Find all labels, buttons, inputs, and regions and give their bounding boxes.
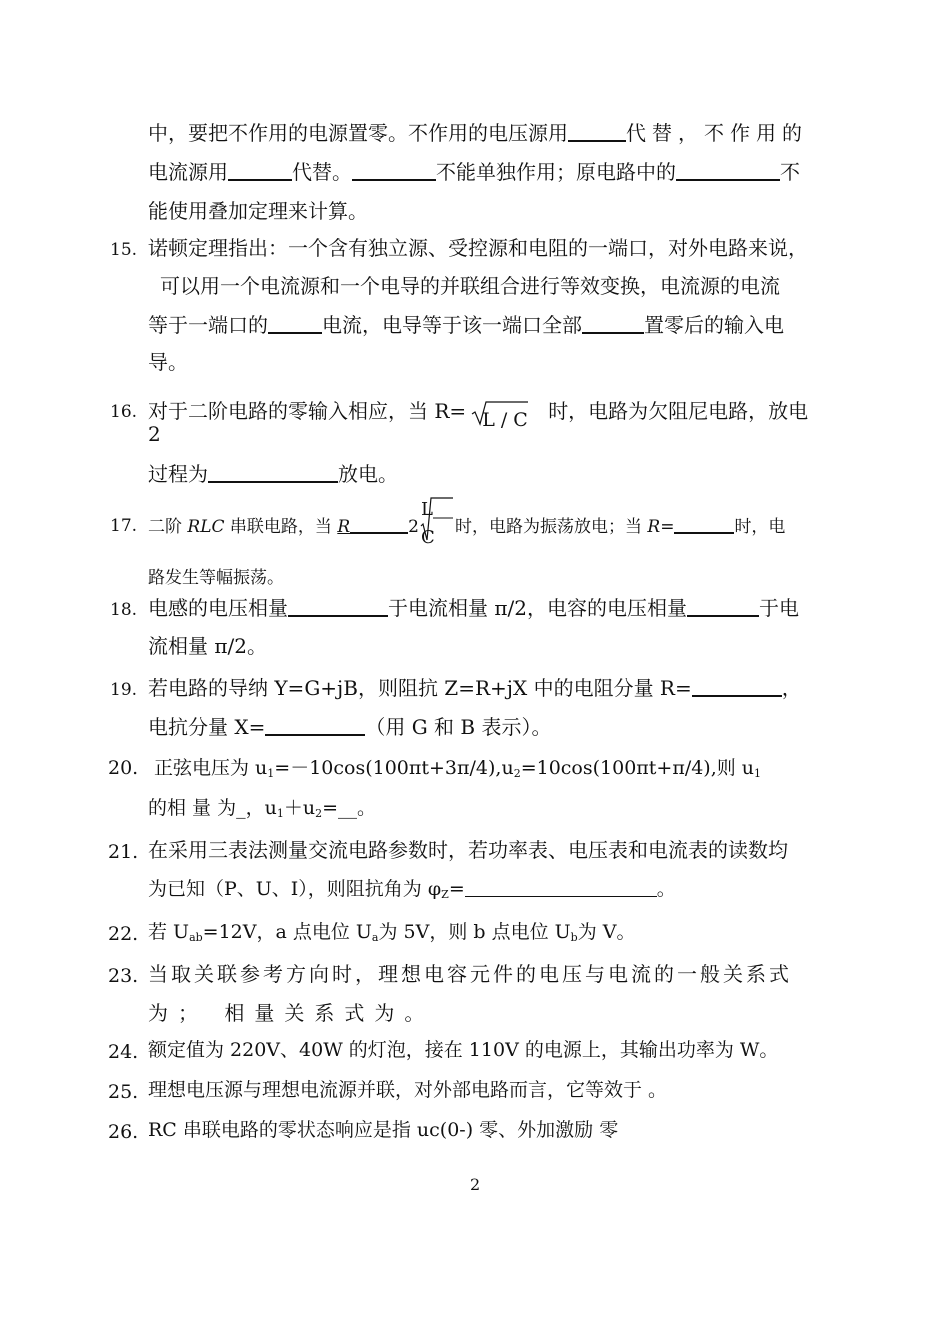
q20-line2: 的相 量 为_，$u_1+u_2=\_\_$。 [148,797,376,820]
q18-blank1[interactable] [288,597,388,617]
q24-number: 24. [108,1041,139,1063]
q18-line2: 流相量 π/2。 [148,634,267,658]
q17-number: 17. [110,516,138,536]
q15-blank1[interactable] [268,314,322,334]
q22-line1: 若 $U_{ab}=12V$，a 点电位 $U_a$为 5V，则 b 点电位 $U_b$为 V。 [148,921,636,944]
q15-line1: 诺顿定理指出：一个含有独立源、受控源和电阻的一端口，对外电路来说， [148,236,808,260]
q20-line1: 正弦电压为 $u_1=-10\cos(100\pi t+3\pi/4),u_2=10\cos(100\pi t+\pi/4)$,则 $u_1$ [154,757,762,780]
q16-sqrt-formula: L / C [466,398,548,418]
q17-blank1[interactable] [350,518,408,534]
q19-line1: 若电路的导纳 Y=G+jB，则阻抗 Z=R+jX 中的电阻分量 R= ， [148,676,802,700]
q23-line1: 当取关联参考方向时，理想电容元件的电压与电流的一般关系式 [148,962,792,986]
q15-blank2[interactable] [582,314,644,334]
q25-number: 25. [108,1081,139,1103]
q19-blank1[interactable] [692,677,782,697]
q25-line1: 理想电压源与理想电流源并联，对外部电路而言，它等效于 。 [148,1079,668,1101]
q14-blank2[interactable] [228,161,292,181]
q16-blank1[interactable] [208,463,338,483]
q16-coefficient: 2 [148,422,161,446]
q23-number: 23. [108,965,139,987]
page-number: 2 [470,1175,481,1194]
q17-sqrt-fraction: L C [419,514,455,532]
q24-line1: 额定值为 220V、40W 的灯泡，接在 110V 的电源上，其输出功率为 W。 [148,1039,779,1061]
q18-number: 18. [110,600,138,620]
q26-number: 26. [108,1121,139,1143]
q18-blank2[interactable] [687,597,759,617]
q15-line4: 导。 [148,350,188,374]
q14-line3: 能使用叠加定理来计算。 [148,199,368,223]
q21-number: 21. [108,841,139,863]
q14-line1: 中，要把不作用的电源置零。不作用的电压源用 代替，不作用的 [148,121,808,145]
q21-blank1[interactable] [465,881,657,897]
q16-line1: 对于二阶电路的零输入相应，当 R= L / C 时，电路为欠阻尼电路，放电 [148,398,808,423]
q14-blank4[interactable] [676,161,780,181]
q18-line1: 电感的电压相量 于电流相量 π/2，电容的电压相量 于电 [148,596,799,620]
q14-blank3[interactable] [352,161,436,181]
q17-blank2[interactable] [674,518,734,534]
q16-number: 16. [110,402,138,422]
q20-number: 20. [108,757,139,779]
q26-line1: RC 串联电路的零状态响应是指 uc(0-) 零、外加激励 零 [148,1119,619,1141]
q22-number: 22. [108,923,139,945]
q23-line2: 为； 相量关系式为。 [148,1001,435,1025]
q14-blank1[interactable] [568,122,626,142]
q19-blank2[interactable] [265,716,365,736]
q17-line1: 二阶 RLC 串联电路，当 R 2 L C 时，电路为振荡放电；当 R= 时，电 [148,514,785,539]
q21-line2: 为已知（P、U、I），则阻抗角为 $\varphi_Z=$ 。 [148,878,676,901]
q15-line3: 等于一端口的 电流，电导等于该一端口全部 置零后的输入电 [148,313,784,337]
q14-line2: 电流源用 代替。 不能单独作用；原电路中的 不 [148,160,800,184]
q21-line1: 在采用三表法测量交流电路参数时，若功率表、电压表和电流表的读数均 [148,838,788,862]
q15-line2: 可以用一个电流源和一个电导的并联组合进行等效变换，电流源的电流 [160,274,780,298]
q16-line2: 过程为 放电。 [148,462,398,486]
q19-line2: 电抗分量 X= （用 G 和 B 表示）。 [148,715,552,739]
q17-line2: 路发生等幅振荡。 [148,568,284,588]
q15-number: 15. [110,240,138,260]
q19-number: 19. [110,680,138,700]
